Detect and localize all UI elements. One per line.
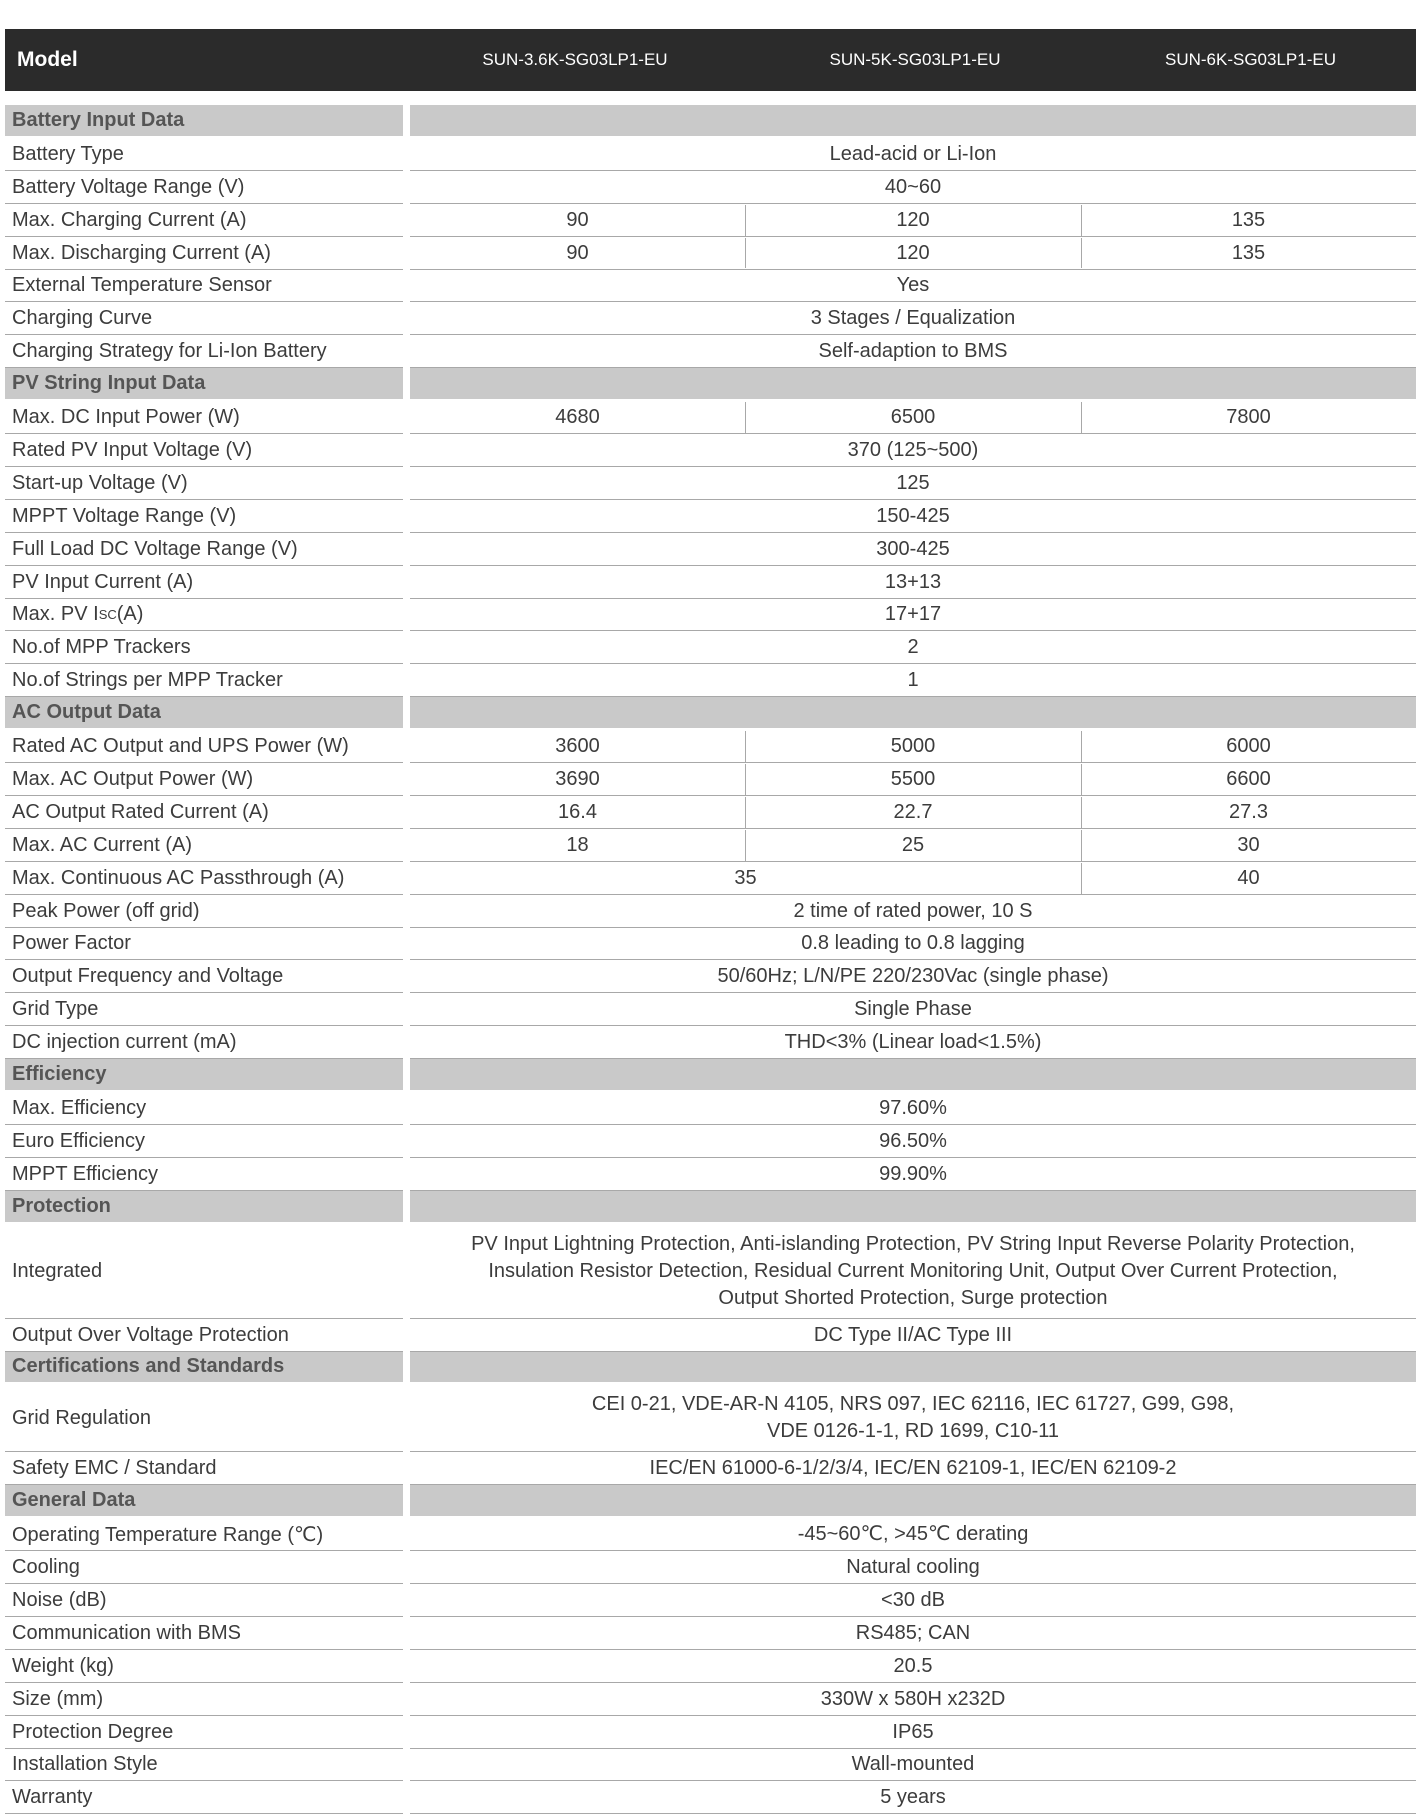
spec-value: 17+17 [884,603,942,626]
spec-label: AC Output Rated Current (A) [12,800,269,823]
spec-value: Lead-acid or Li-Ion [829,142,997,165]
spec-label: Charging Strategy for Li-Ion Battery [12,340,327,363]
spec-value: 40 [1237,866,1260,889]
spec-value: 3 Stages / Equalization [810,307,1016,330]
spec-label: Grid Type [12,998,99,1021]
column-divider [1081,830,1082,861]
spec-value: 13+13 [884,570,942,593]
spec-value: 4680 [555,406,600,429]
spec-label: Rated AC Output and UPS Power (W) [12,735,349,758]
row-divider [410,1813,1416,1814]
spec-label: Max. Charging Current (A) [12,208,247,231]
spec-value: 27.3 [1229,800,1268,823]
spec-label: No.of Strings per MPP Tracker [12,669,283,692]
spec-value: RS485; CAN [855,1621,971,1644]
column-divider [1081,238,1082,269]
spec-value: 370 (125~500) [847,438,979,461]
column-divider [745,731,746,762]
section-title: PV String Input Data [12,372,206,395]
column-divider [1081,402,1082,433]
spec-label: Max. Discharging Current (A) [12,241,271,264]
spec-value: 3690 [555,767,600,790]
spec-value: 5 years [880,1786,946,1809]
spec-label: Integrated [12,1259,103,1282]
section-title: General Data [12,1489,136,1512]
spec-label: PV Input Current (A) [12,570,194,593]
spec-value: 99.90% [879,1162,947,1185]
spec-value: THD<3% (Linear load<1.5%) [784,1031,1042,1054]
spec-value: <30 dB [881,1588,945,1611]
spec-value: Single Phase [854,998,972,1021]
spec-value: 16.4 [558,800,597,823]
spec-label: Grid Regulation [12,1406,151,1429]
spec-label: Max. AC Output Power (W) [12,767,254,790]
section-header-bg-values [410,1191,1416,1222]
column-divider [1081,205,1082,236]
model-column-1: SUN-3.6K-SG03LP1-EU [482,50,668,69]
spec-label: Warranty [12,1786,93,1809]
spec-label: Communication with BMS [12,1621,241,1644]
spec-value: 20.5 [893,1654,933,1677]
spec-value: 50/60Hz; L/N/PE 220/230Vac (single phase) [717,965,1109,988]
spec-value: Self-adaption to BMS [818,340,1008,363]
spec-label: Safety EMC / Standard [12,1457,217,1480]
section-title: Protection [12,1194,111,1217]
spec-value: 5000 [890,735,936,758]
spec-label: External Temperature Sensor [12,274,272,297]
spec-value: 120 [896,208,930,231]
spec-value: 35 [734,866,757,889]
section-title: AC Output Data [12,701,161,724]
spec-value: 40~60 [884,175,942,198]
spec-value: DC Type II/AC Type III [813,1323,1013,1346]
spec-label-suffix: (A) [116,603,144,626]
spec-label: Output Over Voltage Protection [12,1323,289,1346]
spec-label: Output Frequency and Voltage [12,965,284,988]
spec-value: 7800 [1226,406,1271,429]
spec-label: Max. AC Current (A) [12,833,193,856]
column-divider [745,764,746,795]
spec-label: Max. Continuous AC Passthrough (A) [12,866,345,889]
spec-value: 6000 [1226,735,1271,758]
spec-label [12,599,143,632]
section-header-bg-values [410,368,1416,399]
spec-value: 1 [907,669,919,692]
spec-value: 150-425 [876,504,950,527]
spec-value: 22.7 [893,800,933,823]
spec-value: 125 [896,471,930,494]
spec-label: Full Load DC Voltage Range (V) [12,537,298,560]
spec-label: Weight (kg) [12,1654,114,1677]
spec-label: No.of MPP Trackers [12,636,191,659]
model-column-2: SUN-5K-SG03LP1-EU [829,50,1001,69]
table-header [5,29,1416,91]
spec-value: 6500 [890,406,936,429]
spec-value: 25 [901,833,925,856]
column-divider [745,797,746,828]
column-divider [745,402,746,433]
spec-value: 97.60% [879,1096,947,1119]
spec-label: Battery Type [12,142,124,165]
spec-label: MPPT Voltage Range (V) [12,504,237,527]
spec-value: 90 [566,208,589,231]
column-divider [745,238,746,269]
spec-value: 90 [566,241,589,264]
spec-label: DC injection current (mA) [12,1031,237,1054]
model-label: Model [17,48,78,71]
spec-value: 120 [896,241,930,264]
spec-value: 135 [1231,208,1266,231]
spec-label: Max. Efficiency [12,1096,147,1119]
section-header-bg-values [410,1059,1416,1090]
spec-label: Peak Power (off grid) [12,899,200,922]
spec-value: Yes [896,274,930,297]
spec-label: MPPT Efficiency [12,1162,158,1185]
spec-value: 135 [1231,241,1266,264]
spec-label: Rated PV Input Voltage (V) [12,438,253,461]
spec-label: Max. DC Input Power (W) [12,406,240,429]
column-divider [745,205,746,236]
spec-label-subscript: SC [98,607,117,623]
section-header-bg-values [410,1352,1416,1383]
spec-value: 30 [1237,833,1260,856]
spec-label-text: Max. PV I [12,603,99,626]
spec-value: -45~60℃, >45℃ derating [797,1523,1029,1546]
section-header-bg-values [410,105,1416,136]
spec-value: 3600 [555,735,600,758]
section-header-bg-values [410,1485,1416,1516]
model-column-3: SUN-6K-SG03LP1-EU [1164,50,1336,69]
column-divider [1081,731,1082,762]
spec-label: Battery Voltage Range (V) [12,175,245,198]
spec-value: Wall-mounted [851,1753,975,1776]
spec-label: Charging Curve [12,307,153,330]
spec-label: Noise (dB) [12,1588,107,1611]
spec-label: Euro Efficiency [12,1129,146,1152]
spec-value: CEI 0-21, VDE-AR-N 4105, NRS 097, IEC 62116, IEC 61727, G99, G98, VDE 0126-1-1, RD 1699, C10-11 [591,1393,1235,1443]
spec-value: 6600 [1226,767,1271,790]
spec-value: IP65 [892,1720,934,1743]
column-divider [745,830,746,861]
spec-label: Start-up Voltage (V) [12,471,188,494]
spec-value: 2 [907,636,919,659]
spec-label: Power Factor [12,932,131,955]
spec-value: 300-425 [876,537,950,560]
spec-label: Operating Temperature Range (℃) [12,1524,324,1547]
spec-label: Protection Degree [12,1720,174,1743]
column-divider [1081,863,1082,894]
section-header-bg-values [410,697,1416,728]
spec-value: IEC/EN 61000-6-1/2/3/4, IEC/EN 62109-1, IEC/EN 62109-2 [649,1457,1177,1480]
spec-value: 0.8 leading to 0.8 lagging [801,932,1025,955]
column-divider [1081,764,1082,795]
section-title: Certifications and Standards [12,1355,285,1378]
section-title: Efficiency [12,1063,107,1086]
spec-value: 2 time of rated power, 10 S [793,899,1033,922]
spec-value: PV Input Lightning Protection, Anti-islanding Protection, PV String Input Reverse Polarity Protection, Insulation Resistor Detection, Residual Current Monitoring Unit, Output Over Current Protection, Output Shorted Protection, Surge protection [471,1232,1355,1309]
spec-value: 330W x 580H x232D [820,1687,1006,1710]
section-title: Battery Input Data [12,108,185,131]
spec-label: Size (mm) [12,1687,104,1710]
spec-value: 96.50% [879,1129,947,1152]
spec-value: Natural cooling [846,1556,980,1579]
spec-label: Cooling [12,1556,80,1579]
spec-label: Installation Style [12,1753,158,1776]
spec-value: 18 [566,833,589,856]
row-divider [5,1813,403,1814]
column-divider [1081,797,1082,828]
spec-value: 5500 [890,767,936,790]
